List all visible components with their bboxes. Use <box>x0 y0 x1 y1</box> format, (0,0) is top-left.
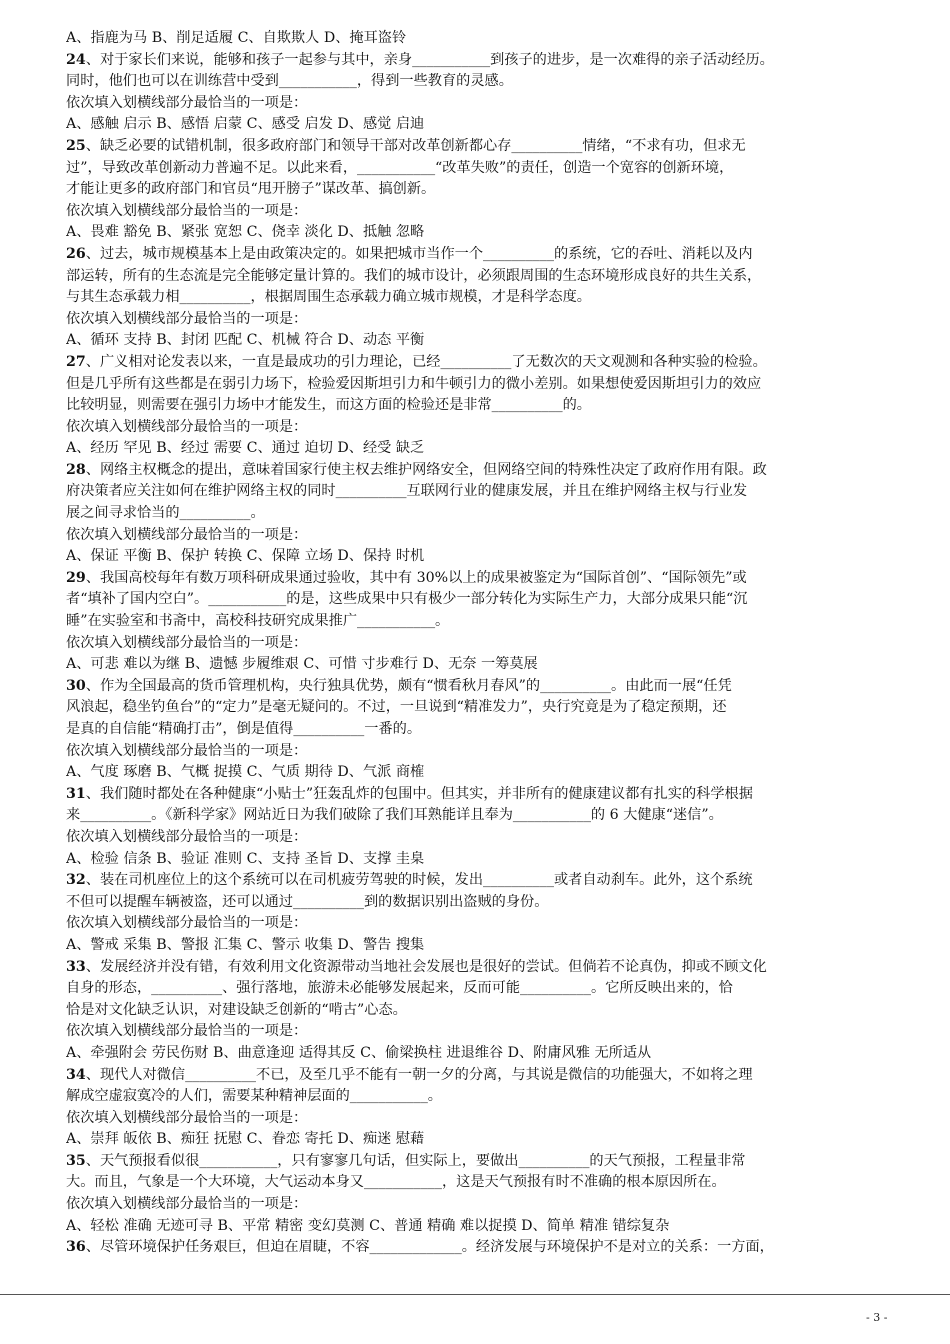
line-text: 睡”在实验室和书斋中，高校科技研究成果推广___________。 <box>66 613 450 630</box>
question-stem-line <box>66 1237 888 1259</box>
line-text: 是真的自信能“精确打击”，倒是值得__________一番的。 <box>66 721 422 737</box>
text-line <box>66 481 888 503</box>
question-stem-line <box>66 244 888 266</box>
question-number: 31 <box>66 785 86 802</box>
text-line <box>66 374 888 396</box>
document-body <box>66 28 888 1259</box>
line-text: 风浪起，稳坐钓鱼台”的“定力”是毫无疑问的。不过，一旦说到“精准发力”，央行究竟是为了稳定预期，还 <box>66 699 727 716</box>
line-text: 来__________。《新科学家》网站近日为我们破除了我们耳熟能详且奉为___________的 6 大健康“迷信”。 <box>66 807 723 824</box>
question-stem-line <box>66 352 888 374</box>
line-text: 、我们随时都处在各种健康“小贴士”狂轰乱炸的包围中。但其实，并非所有的健康建议都有扎实的科学根据 <box>85 785 753 802</box>
line-text: 、尽管环境保护任务艰巨，但迫在眉睫，不容_____________。经济发展与环境保护不是对立的关系：一方面， <box>85 1239 774 1256</box>
text-line <box>66 525 888 547</box>
line-text: A、轻松 准确 无迹可寻 B、平常 精密 变幻莫测 C、普通 精确 难以捉摸 D、简单 精准 错综复杂 <box>66 1217 670 1234</box>
question-number: 25 <box>66 137 86 154</box>
line-text: 大。而且，气象是一个大环境，大气运动本身又___________，这是天气预报有时不准确的根本原因所在。 <box>66 1174 726 1191</box>
line-text: 才能让更多的政府部门和官员“甩开膀子”谋改革、搞创新。 <box>66 181 436 198</box>
text-line <box>66 28 888 50</box>
line-text: 比较明显，则需要在强引力场中才能发生，而这方面的检验还是非常__________的。 <box>66 397 591 414</box>
text-line <box>66 158 888 180</box>
text-line <box>66 1043 888 1065</box>
question-number: 27 <box>66 353 86 370</box>
text-line <box>66 114 888 136</box>
text-line <box>66 179 888 201</box>
text-line <box>66 1000 888 1022</box>
text-line <box>66 287 888 309</box>
line-text: A、感触 启示 B、感悟 启蒙 C、感受 启发 D、感觉 启迪 <box>66 116 425 133</box>
line-text: A、警戒 采集 B、警报 汇集 C、警示 收集 D、警告 搜集 <box>66 936 425 953</box>
line-text: 展之间寻求恰当的__________。 <box>66 505 265 522</box>
page-divider <box>0 1294 950 1295</box>
line-text: A、崇拜 皈依 B、痴狂 抚慰 C、眷恋 寄托 D、痴迷 慰藉 <box>66 1131 425 1148</box>
line-text: 但是几乎所有这些都是在弱引力场下，检验爱因斯坦引力和牛顿引力的微小差别。如果想使爱因斯坦引力的效应 <box>66 375 762 392</box>
question-stem-line <box>66 50 888 72</box>
line-text: 依次填入划横线部分最恰当的一项是： <box>66 1023 308 1040</box>
question-stem-line <box>66 676 888 698</box>
text-line <box>66 71 888 93</box>
question-number: 28 <box>66 461 86 478</box>
line-text: A、保证 平衡 B、保护 转换 C、保障 立场 D、保持 时机 <box>66 548 425 565</box>
question-number: 36 <box>66 1239 86 1256</box>
line-text: 依次填入划横线部分最恰当的一项是： <box>66 526 308 543</box>
line-text: 府决策者应关注如何在维护网络主权的同时__________互联网行业的健康发展，并且在维护网络主权与行业发 <box>66 483 748 500</box>
line-text: A、牵强附会 劳民伤财 B、曲意逢迎 适得其反 C、偷梁换柱 进退维谷 D、附庸风雅 无所适从 <box>66 1044 652 1061</box>
line-text: 者“填补了国内空白”。___________的是，这些成果中只有极少一部分转化为实际生产力，大部分成果只能“沉 <box>66 591 748 608</box>
text-line <box>66 201 888 223</box>
line-text: 、天气预报看似很___________，只有寥寥几句话，但实际上，要做出__________的天气预报，工程量非常 <box>85 1152 746 1169</box>
text-line <box>66 330 888 352</box>
text-line <box>66 1129 888 1151</box>
text-line <box>66 589 888 611</box>
text-line <box>66 309 888 331</box>
text-line <box>66 805 888 827</box>
text-line <box>66 266 888 288</box>
text-line <box>66 935 888 957</box>
line-text: 依次填入划横线部分最恰当的一项是： <box>66 1109 308 1126</box>
text-line <box>66 222 888 244</box>
line-text: 、我国高校每年有数万项科研成果通过验收，其中有 30%以上的成果被鉴定为“国际首创”、“国际领先”或 <box>85 569 747 586</box>
question-stem-line <box>66 1151 888 1173</box>
text-line <box>66 762 888 784</box>
line-text: A、循环 支持 B、封闭 匹配 C、机械 符合 D、动态 平衡 <box>66 332 425 349</box>
text-line <box>66 654 888 676</box>
line-text: A、畏难 豁免 B、紧张 宽恕 C、侥幸 淡化 D、抵触 忽略 <box>66 224 425 241</box>
text-line <box>66 1194 888 1216</box>
text-line <box>66 827 888 849</box>
line-text: A、指鹿为马 B、削足适履 C、自欺欺人 D、掩耳盗铃 <box>66 30 407 46</box>
question-number: 29 <box>66 569 86 586</box>
text-line <box>66 978 888 1000</box>
text-line <box>66 503 888 525</box>
line-text: 与其生态承载力相__________，根据周围生态承载力确立城市规模，才是科学态度。 <box>66 289 591 306</box>
text-line <box>66 913 888 935</box>
line-text: 、现代人对微信__________不已，及至几乎不能有一朝一夕的分离，与其说是微信的功能强大，不如将之理 <box>85 1066 753 1083</box>
line-text: 过”，导致改革创新动力普遍不足。以此来看，___________“改革失败”的责任，创造一个宽容的创新环境， <box>66 159 734 176</box>
line-text: 解成空虚寂寞冷的人们，需要某种精神层面的___________。 <box>66 1088 442 1105</box>
line-text: 同时，他们也可以在训练营中受到___________，得到一些教育的灵感。 <box>66 73 513 90</box>
text-line <box>66 438 888 460</box>
text-line <box>66 395 888 417</box>
question-stem-line <box>66 784 888 806</box>
page-number: - 3 - <box>866 1311 888 1324</box>
text-line <box>66 849 888 871</box>
line-text: 部运转，所有的生态流是完全能够定量计算的。我们的城市设计，必须跟周围的生态环境形成良好的共生关系， <box>66 267 762 284</box>
question-stem-line <box>66 1065 888 1087</box>
line-text: 依次填入划横线部分最恰当的一项是： <box>66 94 308 111</box>
line-text: 依次填入划横线部分最恰当的一项是： <box>66 202 308 219</box>
line-text: 恰是对文化缺乏认识，对建设缺乏创新的“啃古”心态。 <box>66 1001 407 1018</box>
question-number: 35 <box>66 1152 86 1169</box>
question-stem-line <box>66 870 888 892</box>
question-stem-line <box>66 568 888 590</box>
question-number: 32 <box>66 872 86 889</box>
text-line <box>66 1108 888 1130</box>
question-number: 34 <box>66 1066 86 1083</box>
line-text: 、作为全国最高的货币管理机构，央行独具优势，颇有“惯看秋月春风”的__________。由此而一展“任凭 <box>85 677 732 694</box>
question-number: 33 <box>66 958 86 975</box>
question-number: 24 <box>66 51 86 68</box>
text-line <box>66 719 888 741</box>
line-text: A、气度 琢磨 B、气概 捉摸 C、气质 期待 D、气派 商榷 <box>66 764 425 781</box>
line-text: 依次填入划横线部分最恰当的一项是： <box>66 1196 308 1213</box>
line-text: 依次填入划横线部分最恰当的一项是： <box>66 742 308 759</box>
line-text: 、对于家长们来说，能够和孩子一起参与其中，亲身___________到孩子的进步，是一次难得的亲子活动经历。 <box>85 51 774 68</box>
question-stem-line <box>66 957 888 979</box>
question-number: 30 <box>66 677 86 694</box>
question-number: 26 <box>66 245 86 262</box>
line-text: 依次填入划横线部分最恰当的一项是： <box>66 634 308 651</box>
text-line <box>66 611 888 633</box>
text-line <box>66 1172 888 1194</box>
question-stem-line <box>66 460 888 482</box>
text-line <box>66 1086 888 1108</box>
text-line <box>66 697 888 719</box>
text-line <box>66 417 888 439</box>
text-line <box>66 741 888 763</box>
line-text: 、缺乏必要的试错机制，很多政府部门和领导干部对改革创新都心存__________情绪，“不求有功，但求无 <box>85 137 746 154</box>
line-text: 、发展经济并没有错，有效利用文化资源带动当地社会发展也是很好的尝试。但倘若不论真伪，抑或不顾文化 <box>85 958 767 975</box>
line-text: A、检验 信条 B、验证 准则 C、支持 圣旨 D、支撑 圭臬 <box>66 850 425 867</box>
line-text: 依次填入划横线部分最恰当的一项是： <box>66 310 308 327</box>
line-text: A、经历 罕见 B、经过 需要 C、通过 迫切 D、经受 缺乏 <box>66 440 425 457</box>
line-text: 不但可以提醒车辆被盗，还可以通过__________到的数据识别出盗贼的身份。 <box>66 893 549 910</box>
line-text: 自身的形态，__________、强行落地，旅游未必能够发展起来，反而可能__________。它所反映出来的，恰 <box>66 980 733 997</box>
line-text: 、过去，城市规模基本上是由政策决定的。如果把城市当作一个__________的系统，它的吞吐、消耗以及内 <box>85 245 753 262</box>
text-line <box>66 633 888 655</box>
question-stem-line <box>66 136 888 158</box>
text-line <box>66 1021 888 1043</box>
line-text: 依次填入划横线部分最恰当的一项是： <box>66 828 308 845</box>
line-text: 、广义相对论发表以来，一直是最成功的引力理论，已经__________了无数次的天文观测和各种实验的检验。 <box>85 353 767 370</box>
text-line <box>66 1216 888 1238</box>
line-text: 、装在司机座位上的这个系统可以在司机疲劳驾驶的时候，发出__________或者自动刹车。此外，这个系统 <box>85 872 753 889</box>
line-text: 依次填入划横线部分最恰当的一项是： <box>66 418 308 435</box>
line-text: 依次填入划横线部分最恰当的一项是： <box>66 915 308 932</box>
line-text: 、网络主权概念的提出，意味着国家行使主权去维护网络安全，但网络空间的特殊性决定了政府作用有限。政 <box>85 461 767 478</box>
text-line <box>66 546 888 568</box>
text-line <box>66 892 888 914</box>
line-text: A、可悲 难以为继 B、遗憾 步履维艰 C、可惜 寸步难行 D、无奈 一筹莫展 <box>66 656 538 673</box>
text-line <box>66 93 888 115</box>
